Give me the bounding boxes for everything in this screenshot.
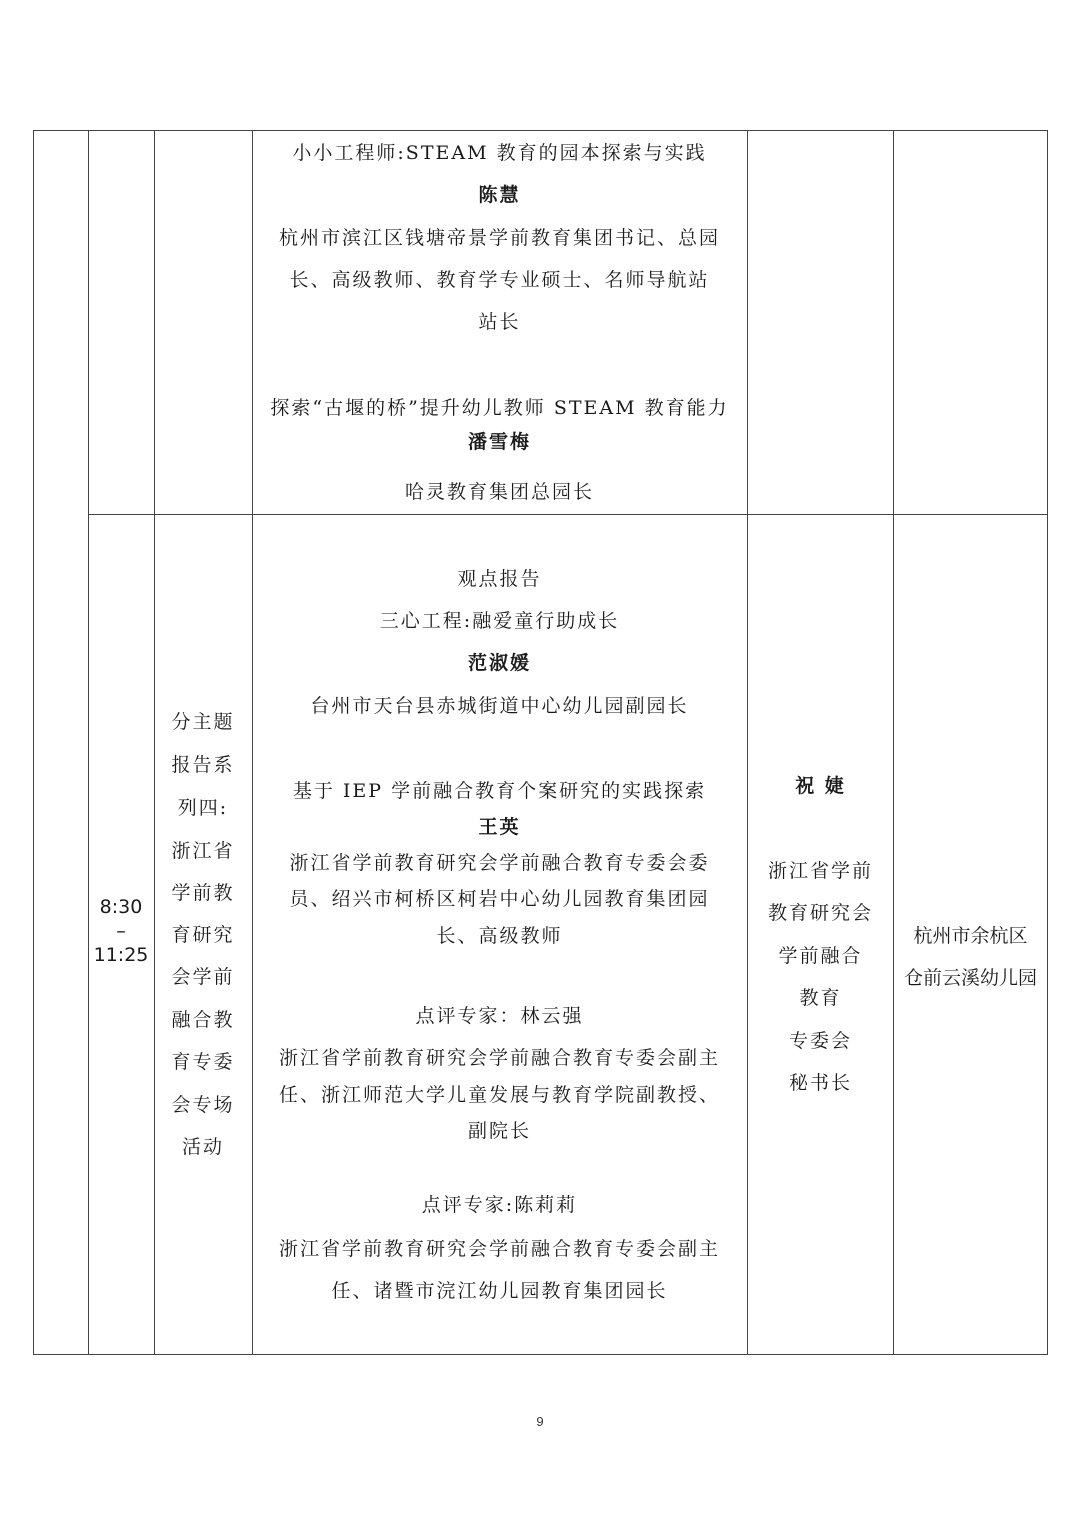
row-divider: [88, 514, 1048, 515]
session-theme: 会学前: [171, 966, 235, 988]
host-title: 专委会: [788, 1030, 852, 1052]
speaker-title: 站长: [478, 311, 521, 333]
speaker-title: 长、高级教师、教育学专业硕士、名师导航站: [289, 269, 710, 291]
host-title: 浙江省学前: [767, 860, 873, 882]
host-title: 教育研究会: [767, 902, 873, 924]
session-theme: 学前教: [171, 882, 235, 904]
speaker-title: 哈灵教育集团总园长: [404, 481, 594, 503]
talk-title: 探索“古堰的桥”提升幼儿教师 STEAM 教育能力: [270, 397, 729, 419]
session-theme: 分主题: [171, 711, 235, 733]
session-theme: 育研究: [171, 924, 235, 946]
time-end: 11:25: [93, 944, 149, 966]
time-start: 8:30: [99, 896, 143, 918]
table-border-left: [33, 130, 34, 1355]
session-theme: 活动: [181, 1136, 224, 1158]
speaker-title: 员、绍兴市柯桥区柯岩中心幼儿园教育集团园: [289, 888, 710, 910]
host-title: 秘书长: [788, 1072, 852, 1094]
page-number: 9: [536, 1414, 544, 1429]
talk-title: 三心工程:融爱童行助成长: [379, 610, 620, 632]
speaker-title: 浙江省学前教育研究会学前融合教育专委会委: [289, 852, 710, 874]
session-theme: 报告系: [171, 754, 235, 776]
speaker-title: 长、高级教师: [436, 925, 563, 947]
speaker-name: 王英: [478, 816, 521, 838]
session-theme: 融合教: [171, 1009, 235, 1031]
reviewer-title: 副院长: [467, 1120, 531, 1142]
col-divider-1: [88, 130, 89, 1355]
host-title: 教育: [799, 987, 842, 1009]
session-theme: 会专场: [171, 1094, 235, 1116]
reviewer-heading: 点评专家：林云强: [415, 1005, 584, 1027]
talk-title: 基于 IEP 学前融合教育个案研究的实践探索: [292, 780, 707, 802]
col-divider-2: [154, 130, 155, 1355]
table-border-right: [1047, 130, 1048, 1355]
speaker-name: 范淑媛: [467, 652, 531, 674]
time-separator: –: [116, 920, 126, 942]
speaker-name: 陈慧: [478, 184, 521, 206]
venue: 杭州市余杭区: [913, 925, 1028, 947]
speaker-title: 台州市天台县赤城街道中心幼儿园副园长: [310, 695, 689, 717]
table-border-top: [33, 130, 1048, 131]
table-border-bottom: [33, 1354, 1048, 1355]
reviewer-title: 任、诸暨市浣江幼儿园教育集团园长: [331, 1280, 668, 1302]
col-divider-4: [747, 130, 748, 1355]
reviewer-title: 任、浙江师范大学儿童发展与教育学院副教授、: [278, 1084, 720, 1106]
reviewer-heading: 点评专家:陈莉莉: [421, 1194, 578, 1216]
session-theme: 浙江省: [171, 840, 235, 862]
talk-title: 小小工程师:STEAM 教育的园本探索与实践: [292, 142, 707, 164]
host-title: 学前融合: [778, 945, 863, 967]
section-heading: 观点报告: [457, 568, 542, 590]
host-name: 祝 婕: [795, 775, 846, 797]
reviewer-title: 浙江省学前教育研究会学前融合教育专委会副主: [278, 1047, 720, 1069]
speaker-name: 潘雪梅: [467, 431, 531, 453]
session-theme: 列四:: [177, 797, 229, 819]
col-divider-5: [893, 130, 894, 1355]
reviewer-title: 浙江省学前教育研究会学前融合教育专委会副主: [278, 1238, 720, 1260]
venue: 仓前云溪幼儿园: [903, 967, 1037, 989]
speaker-title: 杭州市滨江区钱塘帝景学前教育集团书记、总园: [278, 227, 720, 249]
session-theme: 育专委: [171, 1051, 235, 1073]
